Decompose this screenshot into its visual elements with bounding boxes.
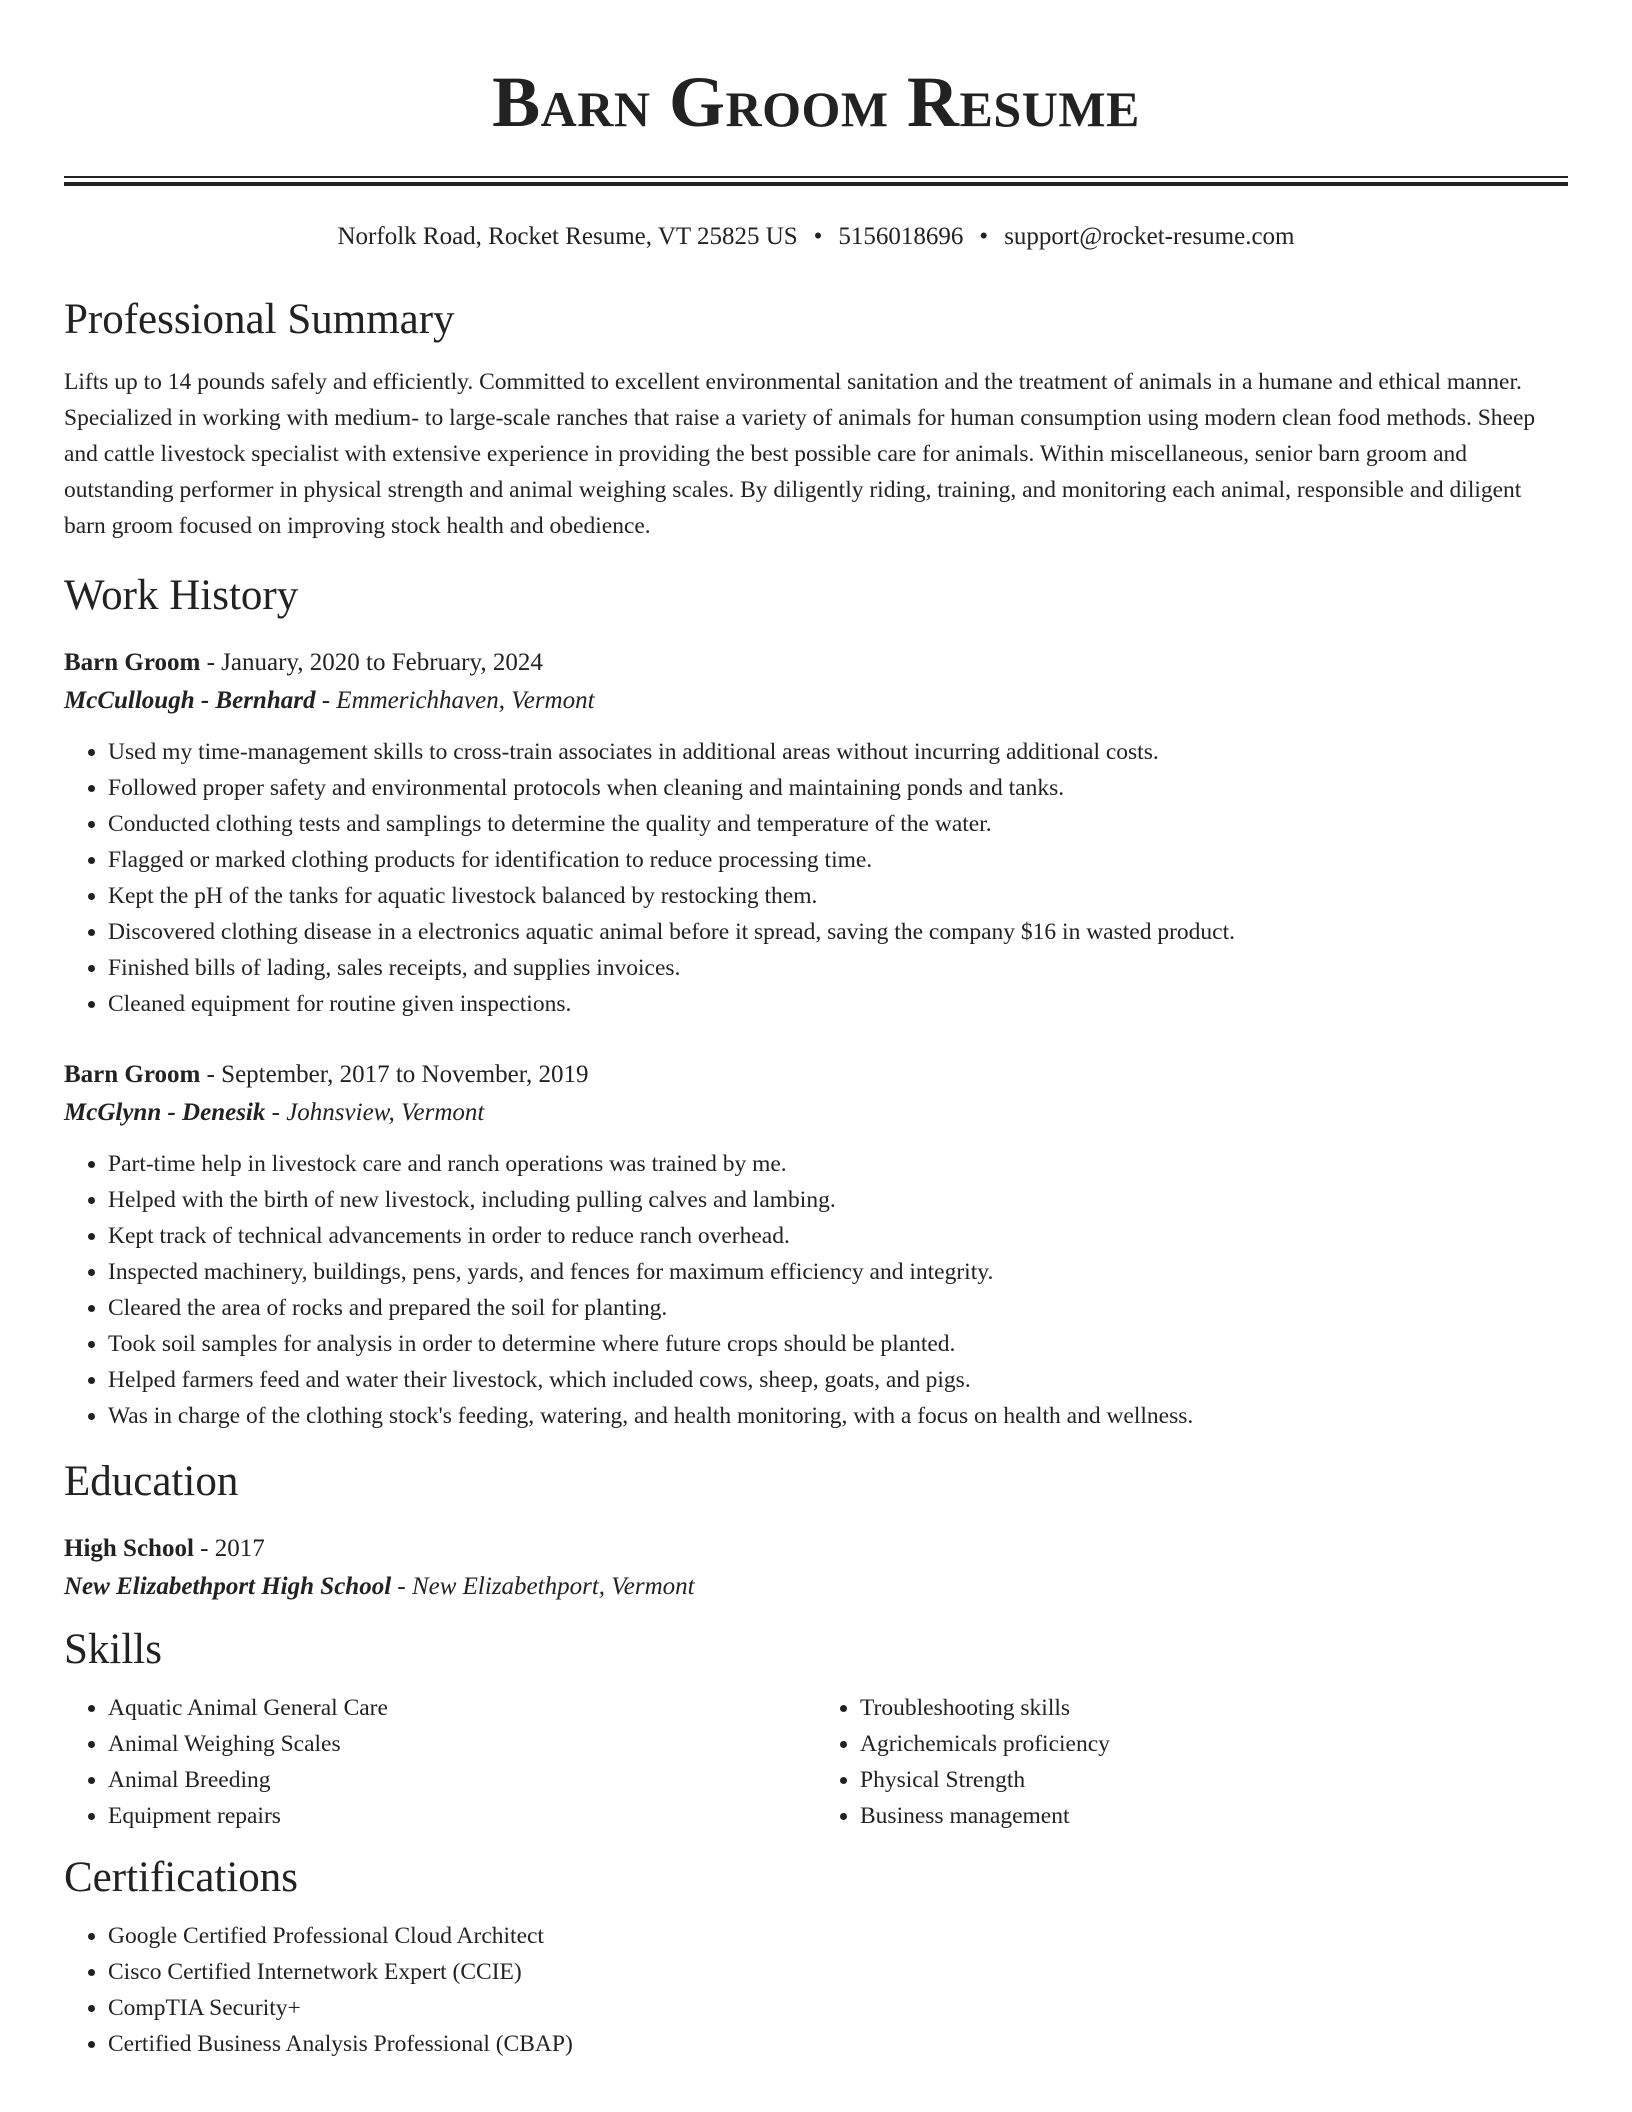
certification-item: • Google Certified Professional Cloud Architect xyxy=(108,1918,1568,1954)
skill-item: • Animal Weighing Scales xyxy=(108,1726,816,1762)
job-bullet: • Discovered clothing disease in a electronics aquatic animal before it spread, saving the company $16 in wasted product. xyxy=(108,914,1568,950)
resume-title: Barn Groom Resume xyxy=(492,62,1140,142)
job-bullet: • Kept the pH of the tanks for aquatic livestock balanced by restocking them. xyxy=(108,878,1568,914)
job-header xyxy=(64,1056,1568,1094)
job-title: Barn Groom xyxy=(64,1061,201,1088)
certifications-heading: Certifications xyxy=(64,1854,299,1901)
certification-item: • Certified Business Analysis Professional (CBAP) xyxy=(108,2026,1568,2062)
contact-separator: • xyxy=(979,223,989,250)
skill-item: • Equipment repairs xyxy=(108,1798,816,1834)
education-header xyxy=(64,1530,1568,1568)
summary-heading: Professional Summary xyxy=(64,296,455,343)
job-bullet: • Cleaned equipment for routine given inspections. xyxy=(108,986,1568,1022)
job-location: - Emmerichhaven, Vermont xyxy=(315,687,595,714)
job-entry xyxy=(64,644,1568,1022)
skill-item: • Business management xyxy=(860,1798,1568,1834)
certification-item: • CompTIA Security+ xyxy=(108,1990,1568,2026)
education-heading: Education xyxy=(64,1458,239,1505)
skill-item: • Physical Strength xyxy=(860,1762,1568,1798)
skill-item: • Agrichemicals proficiency xyxy=(860,1726,1568,1762)
job-bullets xyxy=(64,734,1568,1022)
job-dates: - January, 2020 to February, 2024 xyxy=(200,649,543,676)
job-bullet: • Kept track of technical advancements in order to reduce ranch overhead. xyxy=(108,1218,1568,1254)
job-bullet: • Conducted clothing tests and samplings to determine the quality and temperature of the water. xyxy=(108,806,1568,842)
job-bullet: • Used my time-management skills to cross-train associates in additional areas without incurring additional costs. xyxy=(108,734,1568,770)
skills-columns xyxy=(64,1690,1568,1834)
education-degree: High School xyxy=(64,1535,194,1562)
job-bullets xyxy=(64,1146,1568,1434)
job-bullet: • Helped with the birth of new livestock, including pulling calves and lambing. xyxy=(108,1182,1568,1218)
job-bullet: • Finished bills of lading, sales receipts, and supplies invoices. xyxy=(108,950,1568,986)
job-bullet: • Followed proper safety and environmental protocols when cleaning and maintaining ponds and tanks. xyxy=(108,770,1568,806)
job-location: - Johnsview, Vermont xyxy=(265,1099,485,1126)
job-employer: McCullough - Bernhard xyxy=(64,687,316,714)
contact-separator: • xyxy=(813,223,823,250)
education-location: - New Elizabethport, Vermont xyxy=(391,1573,695,1600)
contact-phone: 5156018696 xyxy=(838,223,964,250)
skills-heading: Skills xyxy=(64,1626,162,1673)
job-header xyxy=(64,644,1568,682)
title-divider xyxy=(64,176,1568,186)
contact-address: Norfolk Road, Rocket Resume, VT 25825 US xyxy=(337,223,798,250)
job-employer: McGlynn - Denesik xyxy=(64,1099,266,1126)
skills-right-column xyxy=(816,1690,1568,1834)
job-entry xyxy=(64,1056,1568,1434)
job-bullet: • Cleared the area of rocks and prepared the soil for planting. xyxy=(108,1290,1568,1326)
skill-item: • Aquatic Animal General Care xyxy=(108,1690,816,1726)
summary-text: Lifts up to 14 pounds safely and efficiently. Committed to excellent environmental sanitation and the treatment of animals in a humane and ethical manner. Specialized in working with medium- to large-scale ranches that raise a variety of animals for human consumption using modern clean food methods. Sheep and cattle livestock specialist with extensive experience in providing the best possible care for animals. Within miscellaneous, senior barn groom and outstanding performer in physical strength and animal weighing scales. By diligently riding, training, and monitoring each animal, responsible and diligent barn groom focused on improving stock health and obedience. xyxy=(64,369,1536,539)
skill-item: • Troubleshooting skills xyxy=(860,1690,1568,1726)
work-history-heading: Work History xyxy=(64,572,299,619)
job-bullet: • Helped farmers feed and water their livestock, which included cows, sheep, goats, and pigs. xyxy=(108,1362,1568,1398)
job-bullet: • Took soil samples for analysis in order to determine where future crops should be planted. xyxy=(108,1326,1568,1362)
education-year: - 2017 xyxy=(193,1535,265,1562)
certification-item: • Cisco Certified Internetwork Expert (CCIE) xyxy=(108,1954,1568,1990)
contact-line xyxy=(64,222,1568,252)
job-employer-line xyxy=(64,1094,1568,1132)
skill-item: • Animal Breeding xyxy=(108,1762,816,1798)
education-school: New Elizabethport High School xyxy=(64,1573,392,1600)
job-dates: - September, 2017 to November, 2019 xyxy=(200,1061,589,1088)
job-bullet: • Part-time help in livestock care and ranch operations was trained by me. xyxy=(108,1146,1568,1182)
job-bullet: • Inspected machinery, buildings, pens, yards, and fences for maximum efficiency and integrity. xyxy=(108,1254,1568,1290)
job-title: Barn Groom xyxy=(64,649,201,676)
contact-email: support@rocket-resume.com xyxy=(1004,223,1295,250)
job-employer-line xyxy=(64,682,1568,720)
certifications-list xyxy=(64,1918,1568,2062)
skills-left-column xyxy=(64,1690,816,1834)
job-bullet: • Was in charge of the clothing stock's feeding, watering, and health monitoring, with a focus on health and wellness. xyxy=(108,1398,1568,1434)
education-school-line xyxy=(64,1568,1568,1606)
job-bullet: • Flagged or marked clothing products for identification to reduce processing time. xyxy=(108,842,1568,878)
